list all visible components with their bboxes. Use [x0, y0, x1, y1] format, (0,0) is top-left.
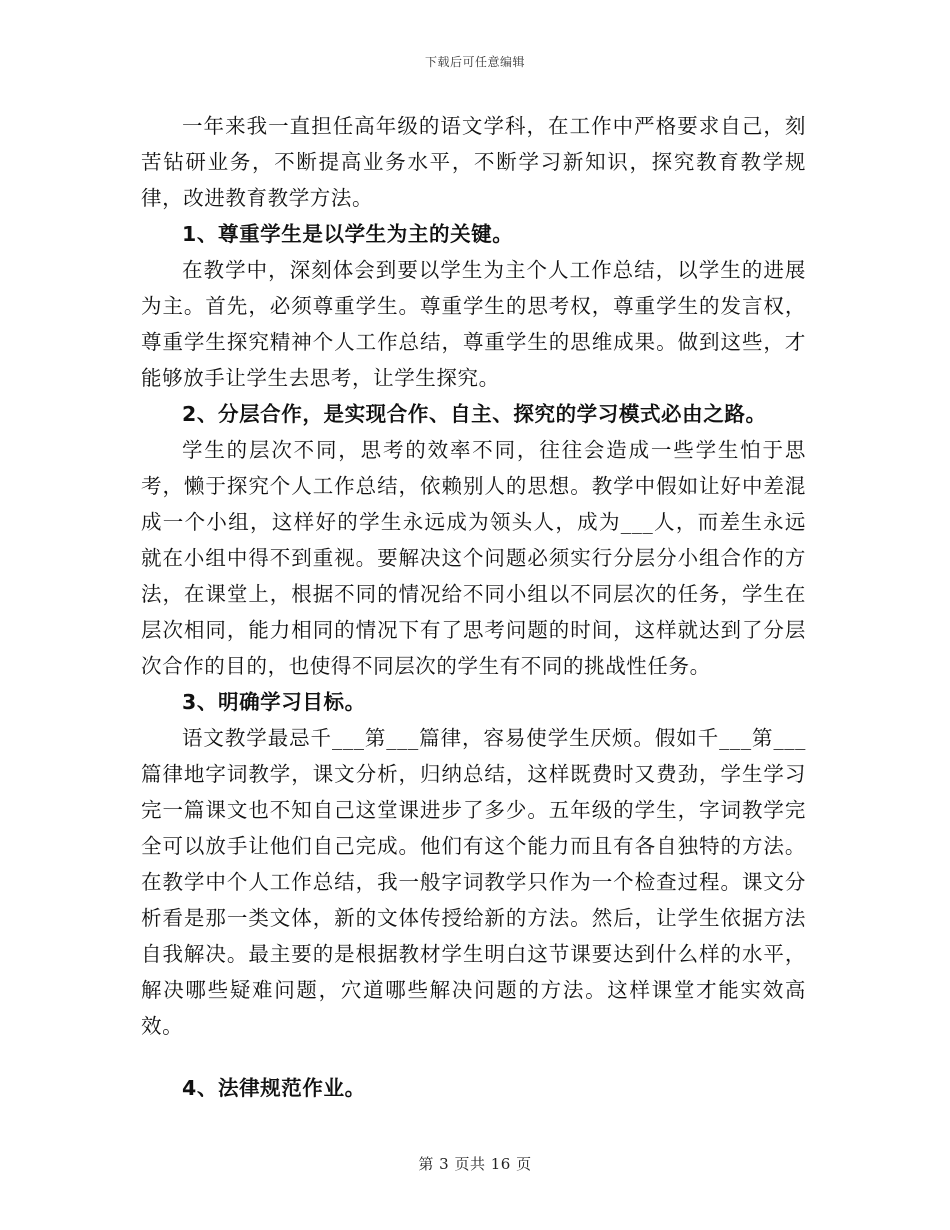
section-heading-3: 3、明确学习目标。 [182, 690, 366, 714]
section-paragraph-2: 学生的层次不同，思考的效率不同，往往会造成一些学生怕于思考，懒于探究个人工作总结，依赖别人的思想。教学中假如让好中差混成一个小组，这样好的学生永远成为领头人，成为___人，而差生永远就在小组中得不到重视。要解决这个问题必须实行分层分小组合作的方法，在课堂上，根据不同的情况给不同小组以不同层次的任务，学生在层次相同，能力相同的情况下有了思考问题的时间，这样就达到了分层次合作的目的，也使得不同层次的学生有不同的挑战性任务。 [141, 438, 806, 678]
section-paragraph-1: 在教学中，深刻体会到要以学生为主个人工作总结，以学生的进展为主。首先，必须尊重学生。尊重学生的思考权，尊重学生的发言权，尊重学生探究精神个人工作总结，尊重学生的思维成果。做到这些，才能够放手让学生去思考，让学生探究。 [141, 258, 806, 390]
section-heading-1: 1、尊重学生是以学生为主的关键。 [182, 222, 514, 246]
section-heading-4: 4、法律规范作业。 [182, 1076, 366, 1100]
document-body [141, 108, 806, 1106]
page-number: 第 3 页共 16 页 [418, 1155, 532, 1173]
section-paragraph-3: 语文教学最忌千___第___篇律，容易使学生厌烦。假如千___第___篇律地字词教学，课文分析，归纳总结，这样既费时又费劲，学生学习完一篇课文也不知自己这堂课进步了多少。五年级的学生，字词教学完全可以放手让他们自己完成。他们有这个能力而且有各自独特的方法。在教学中个人工作总结，我一般字词教学只作为一个检查过程。课文分析看是那一类文体，新的文体传授给新的方法。然后，让学生依据方法自我解决。最主要的是根据教材学生明白这节课要达到什么样的水平，解决哪些疑难问题，穴道哪些解决问题的方法。这样课堂才能实效高效。 [141, 726, 806, 1038]
intro-paragraph: 一年来我一直担任高年级的语文学科，在工作中严格要求自己，刻苦钻研业务，不断提高业务水平，不断学习新知识，探究教育教学规律，改进教育教学方法。 [141, 114, 806, 210]
page-header: 下载后可任意编辑 [424, 55, 525, 69]
section-heading-2: 2、分层合作，是实现合作、自主、探究的学习模式必由之路。 [182, 402, 767, 426]
